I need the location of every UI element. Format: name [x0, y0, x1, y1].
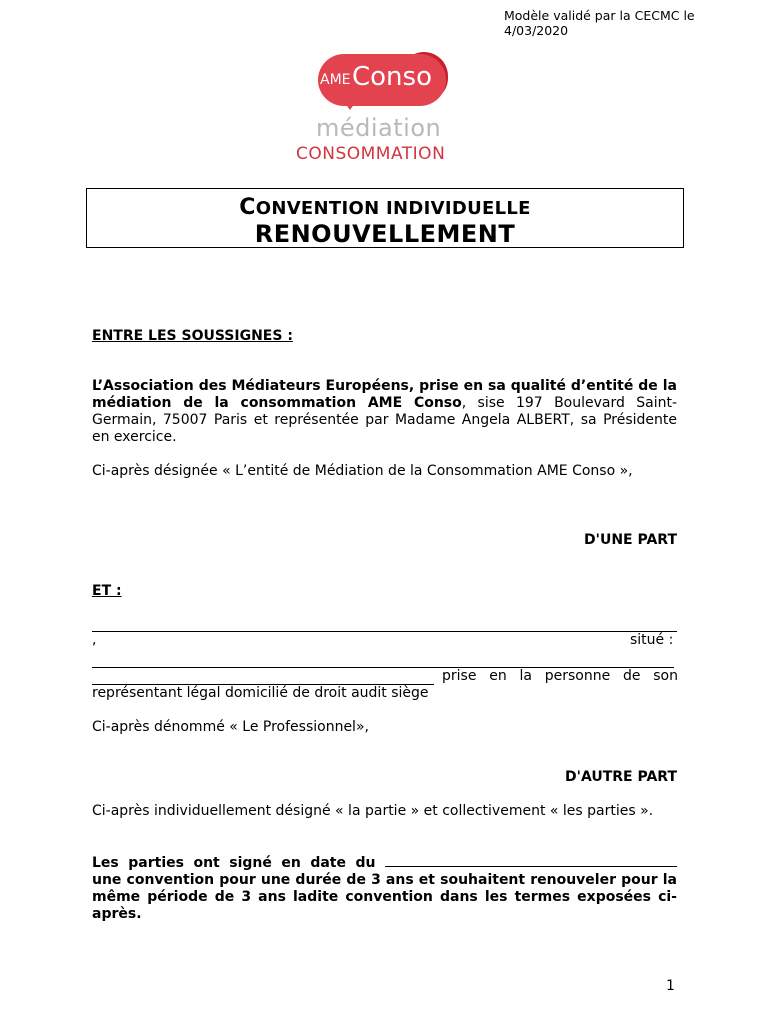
association-paragraph [92, 378, 677, 446]
logo-bubble-tail [340, 96, 360, 110]
et-heading: ET : [92, 583, 122, 599]
document-title-box [86, 188, 684, 248]
ame-conso-logo [296, 52, 480, 167]
prise-text: prise en la personne de son [442, 668, 678, 684]
individuellement-paragraph: Ci-après individuellement désigné « la partie » et collectivement « les parties ». [92, 803, 654, 819]
document-subtitle: RENOUVELLEMENT [254, 220, 516, 248]
logo-conso-text: Conso [352, 62, 432, 92]
situe-label: situé : [630, 632, 674, 648]
autre-part-label: D'AUTRE PART [565, 769, 677, 785]
validation-note: Modèle validé par la CECMC le 4/03/2020 [504, 8, 695, 38]
denomme-paragraph: Ci-après dénommé « Le Professionnel», [92, 719, 369, 735]
logo-mediation-text: médiation [316, 114, 442, 142]
logo-ame-text: AME [320, 72, 351, 88]
signature-date-paragraph [92, 854, 677, 923]
entre-heading: ENTRE LES SOUSSIGNES : [92, 328, 293, 344]
association-rest: , sise 197 Boulevard Saint-Germain, 75007 Paris et représentée par Madame Angela ALBERT, sa Présidente en exercice. [92, 395, 678, 445]
title-rest: ONVENTION INDIVIDUELLE [255, 198, 531, 219]
association-bold: L’Association des Médiateurs Européens, prise en sa qualité d’entité de la médiation de la consommation AME Conso [92, 378, 677, 411]
logo-consommation-text: CONSOMMATION [296, 144, 446, 164]
signe-rest: une convention pour une durée de 3 ans et souhaitent renouveler pour la même période de 3 ans ladite convention dans les termes exposées ci-après. [92, 872, 677, 922]
comma: , [92, 632, 97, 648]
title-initial: C [239, 195, 256, 220]
designee-paragraph: Ci-après désignée « L’entité de Médiation de la Consommation AME Conso », [92, 463, 633, 479]
date-blank [385, 854, 677, 867]
blank-line-name [92, 631, 677, 632]
document-title [87, 195, 683, 220]
representant-text: représentant légal domicilié de droit audit siège [92, 685, 429, 701]
une-part-label: D'UNE PART [584, 532, 677, 548]
signe-start: Les parties ont signé en date du [92, 855, 376, 871]
page-number: 1 [666, 978, 675, 994]
